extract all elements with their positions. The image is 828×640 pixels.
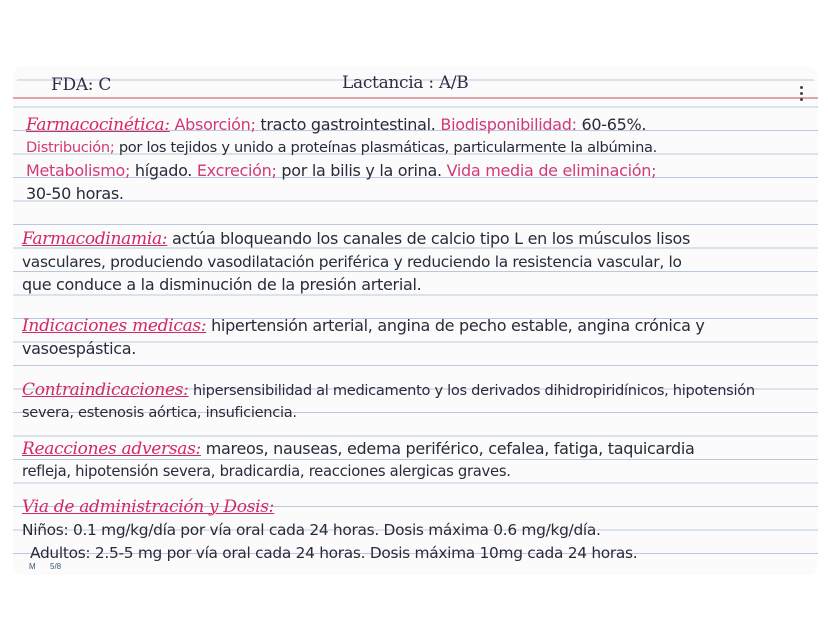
- fda-category: FDA: C: [51, 75, 112, 95]
- absorcion-value: tracto gastrointestinal.: [260, 115, 436, 134]
- distribucion-value: por los tejidos y unido a proteínas plasmáticas, particularmente la albúmina.: [118, 139, 657, 156]
- contraindicaciones-text-1: hipersensibilidad al medicamento y los derivados dihidropiridínicos, hipotensión: [192, 382, 755, 399]
- metabolismo-label: Metabolismo;: [26, 161, 131, 180]
- farmacodinamia-text-1: actúa bloqueando los canales de calcio tipo L en los músculos lisos: [172, 229, 691, 248]
- farmacocinetica-title: Farmacocinética:: [26, 115, 170, 135]
- page-number: 5/8: [50, 562, 62, 571]
- farmacodinamia-line-1: [22, 229, 690, 249]
- dosis-ninos: Niños: 0.1 mg/kg/día por vía oral cada 24 horas. Dosis máxima 0.6 mg/kg/día.: [22, 521, 601, 539]
- lactancia-category: Lactancia : A/B: [342, 73, 469, 93]
- reacciones-text-1: mareos, nauseas, edema periférico, cefalea, fatiga, taquicardia: [205, 439, 695, 458]
- farmacodinamia-text-3: que conduce a la disminución de la presión arterial.: [22, 275, 422, 294]
- biodisponibilidad-label: Biodisponibilidad:: [440, 115, 577, 134]
- farmacocinetica-line-3: [26, 161, 656, 181]
- absorcion-label: Absorción;: [174, 115, 256, 134]
- farmacodinamia-text-2: vasculares, produciendo vasodilatación periférica y reduciendo la resistencia vascular, lo: [22, 253, 682, 271]
- biodisponibilidad-value: 60-65%.: [581, 115, 647, 134]
- dosis-adultos: Adultos: 2.5-5 mg por vía oral cada 24 horas. Dosis máxima 10mg cada 24 horas.: [30, 544, 638, 562]
- vida-media-label: Vida media de eliminación;: [446, 161, 657, 180]
- dots-icon: [800, 86, 803, 104]
- farmacocinetica-line-1: [26, 115, 646, 135]
- contraindicaciones-title: Contraindicaciones:: [22, 380, 189, 400]
- distribucion-label: Distribución;: [26, 139, 115, 156]
- page-mark: M: [29, 562, 36, 571]
- excrecion-value: por la bilis y la orina.: [281, 161, 442, 180]
- indicaciones-text-2: vasoespástica.: [22, 339, 137, 358]
- indicaciones-text-1: hipertensión arterial, angina de pecho estable, angina crónica y: [211, 316, 705, 335]
- reacciones-title: Reacciones adversas:: [22, 439, 201, 459]
- vida-media-value: 30-50 horas.: [26, 184, 124, 203]
- reacciones-line-1: [22, 439, 695, 459]
- metabolismo-value: hígado.: [134, 161, 193, 180]
- contraindicaciones-text-2: severa, estenosis aórtica, insuficiencia.: [22, 404, 297, 421]
- indicaciones-line-1: [22, 316, 705, 336]
- via-title: Via de administración y Dosis:: [22, 497, 275, 517]
- farmacocinetica-line-2: [26, 138, 657, 158]
- indicaciones-title: Indicaciones medicas:: [22, 316, 207, 336]
- reacciones-text-2: refleja, hipotensión severa, bradicardia, reacciones alergicas graves.: [22, 463, 511, 480]
- excrecion-label: Excreción;: [196, 161, 277, 180]
- farmacodinamia-title: Farmacodinamia:: [22, 229, 168, 249]
- header-rule: [13, 97, 818, 99]
- contraindicaciones-line-1: [22, 380, 755, 401]
